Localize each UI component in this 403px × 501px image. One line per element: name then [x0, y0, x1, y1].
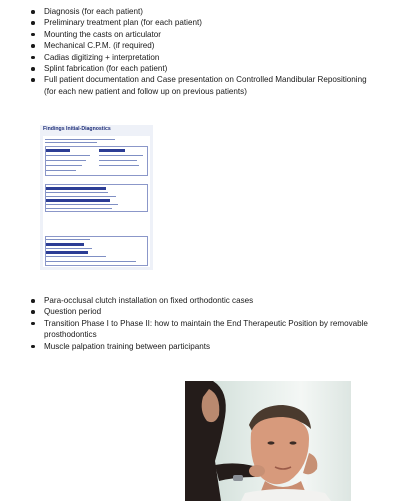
form-line — [46, 165, 82, 166]
list-item-text: Splint fabrication (for each patient) — [44, 64, 168, 74]
form-highlight — [46, 251, 88, 254]
list-item — [0, 17, 403, 28]
form-line — [45, 139, 115, 140]
bullet-icon — [31, 299, 35, 303]
form-line — [46, 256, 106, 257]
form-line — [46, 155, 90, 156]
form-highlight — [46, 199, 110, 202]
bullet-list-top — [0, 6, 403, 97]
list-item — [0, 306, 403, 317]
list-item-text: Para-occlusal clutch installation on fixed orthodontic cases — [44, 296, 254, 305]
list-item-text: Muscle palpation training between participants — [44, 341, 211, 351]
form-line — [46, 170, 76, 171]
bullet-icon — [31, 322, 35, 326]
list-item — [0, 29, 403, 40]
list-item-text: Diagnosis (for each patient) — [44, 7, 143, 16]
form-highlight — [46, 243, 84, 246]
form-line — [46, 196, 116, 197]
list-item-text: Mounting the casts on articulator — [44, 29, 161, 39]
muscle-palpation-photo — [185, 381, 351, 501]
list-item — [0, 341, 403, 352]
list-item — [0, 6, 403, 17]
form-body — [43, 136, 150, 267]
bullet-icon — [31, 78, 35, 82]
patient-shirt — [241, 489, 331, 501]
photo-illustration — [185, 381, 351, 501]
form-line — [46, 192, 108, 193]
list-item-text: Transition Phase I to Phase II: how to maintain the End Therapeutic Position by removable prosthodontics — [44, 318, 368, 340]
bullet-list-bottom — [0, 295, 403, 352]
form-line — [46, 160, 86, 161]
bullet-icon — [31, 33, 35, 37]
form-line — [99, 155, 143, 156]
list-item-text: Mechanical C.P.M. (if required) — [44, 41, 155, 51]
form-title: Findings Initial-Diagnostics — [43, 126, 111, 132]
bullet-icon — [31, 67, 35, 71]
list-item-text: Full patient documentation and Case presentation on Controlled Mandibular Repositioning (for each new patient and follow up on previous patients) — [44, 75, 367, 96]
list-item-text: Cadias digitizing + interpretation — [44, 52, 160, 62]
bullet-icon — [31, 21, 35, 25]
list-item — [0, 63, 403, 74]
form-highlight — [46, 187, 106, 190]
form-line — [45, 142, 97, 143]
list-item-text: Question period — [44, 307, 102, 317]
form-line — [46, 239, 90, 240]
form-highlight — [46, 149, 70, 152]
form-highlight — [99, 149, 125, 152]
list-item — [0, 318, 403, 341]
list-item-text: Preliminary treatment plan (for each patient) — [44, 18, 202, 28]
patient-eye-right — [290, 441, 297, 444]
form-line — [46, 208, 112, 209]
form-line — [46, 204, 118, 205]
form-line — [46, 261, 136, 262]
list-item — [0, 295, 403, 306]
patient-eye-left — [268, 441, 275, 444]
findings-form-image — [40, 125, 153, 270]
practitioner-hand — [249, 465, 265, 477]
list-item — [0, 40, 403, 51]
bullet-icon — [31, 10, 35, 14]
bullet-icon — [31, 310, 35, 314]
bullet-icon — [31, 56, 35, 60]
form-line — [99, 165, 139, 166]
bullet-icon — [31, 345, 35, 349]
bullet-icon — [31, 44, 35, 48]
list-item — [0, 52, 403, 63]
form-line — [46, 248, 92, 249]
wristwatch — [233, 475, 243, 481]
list-item — [0, 74, 403, 97]
form-line — [99, 160, 137, 161]
